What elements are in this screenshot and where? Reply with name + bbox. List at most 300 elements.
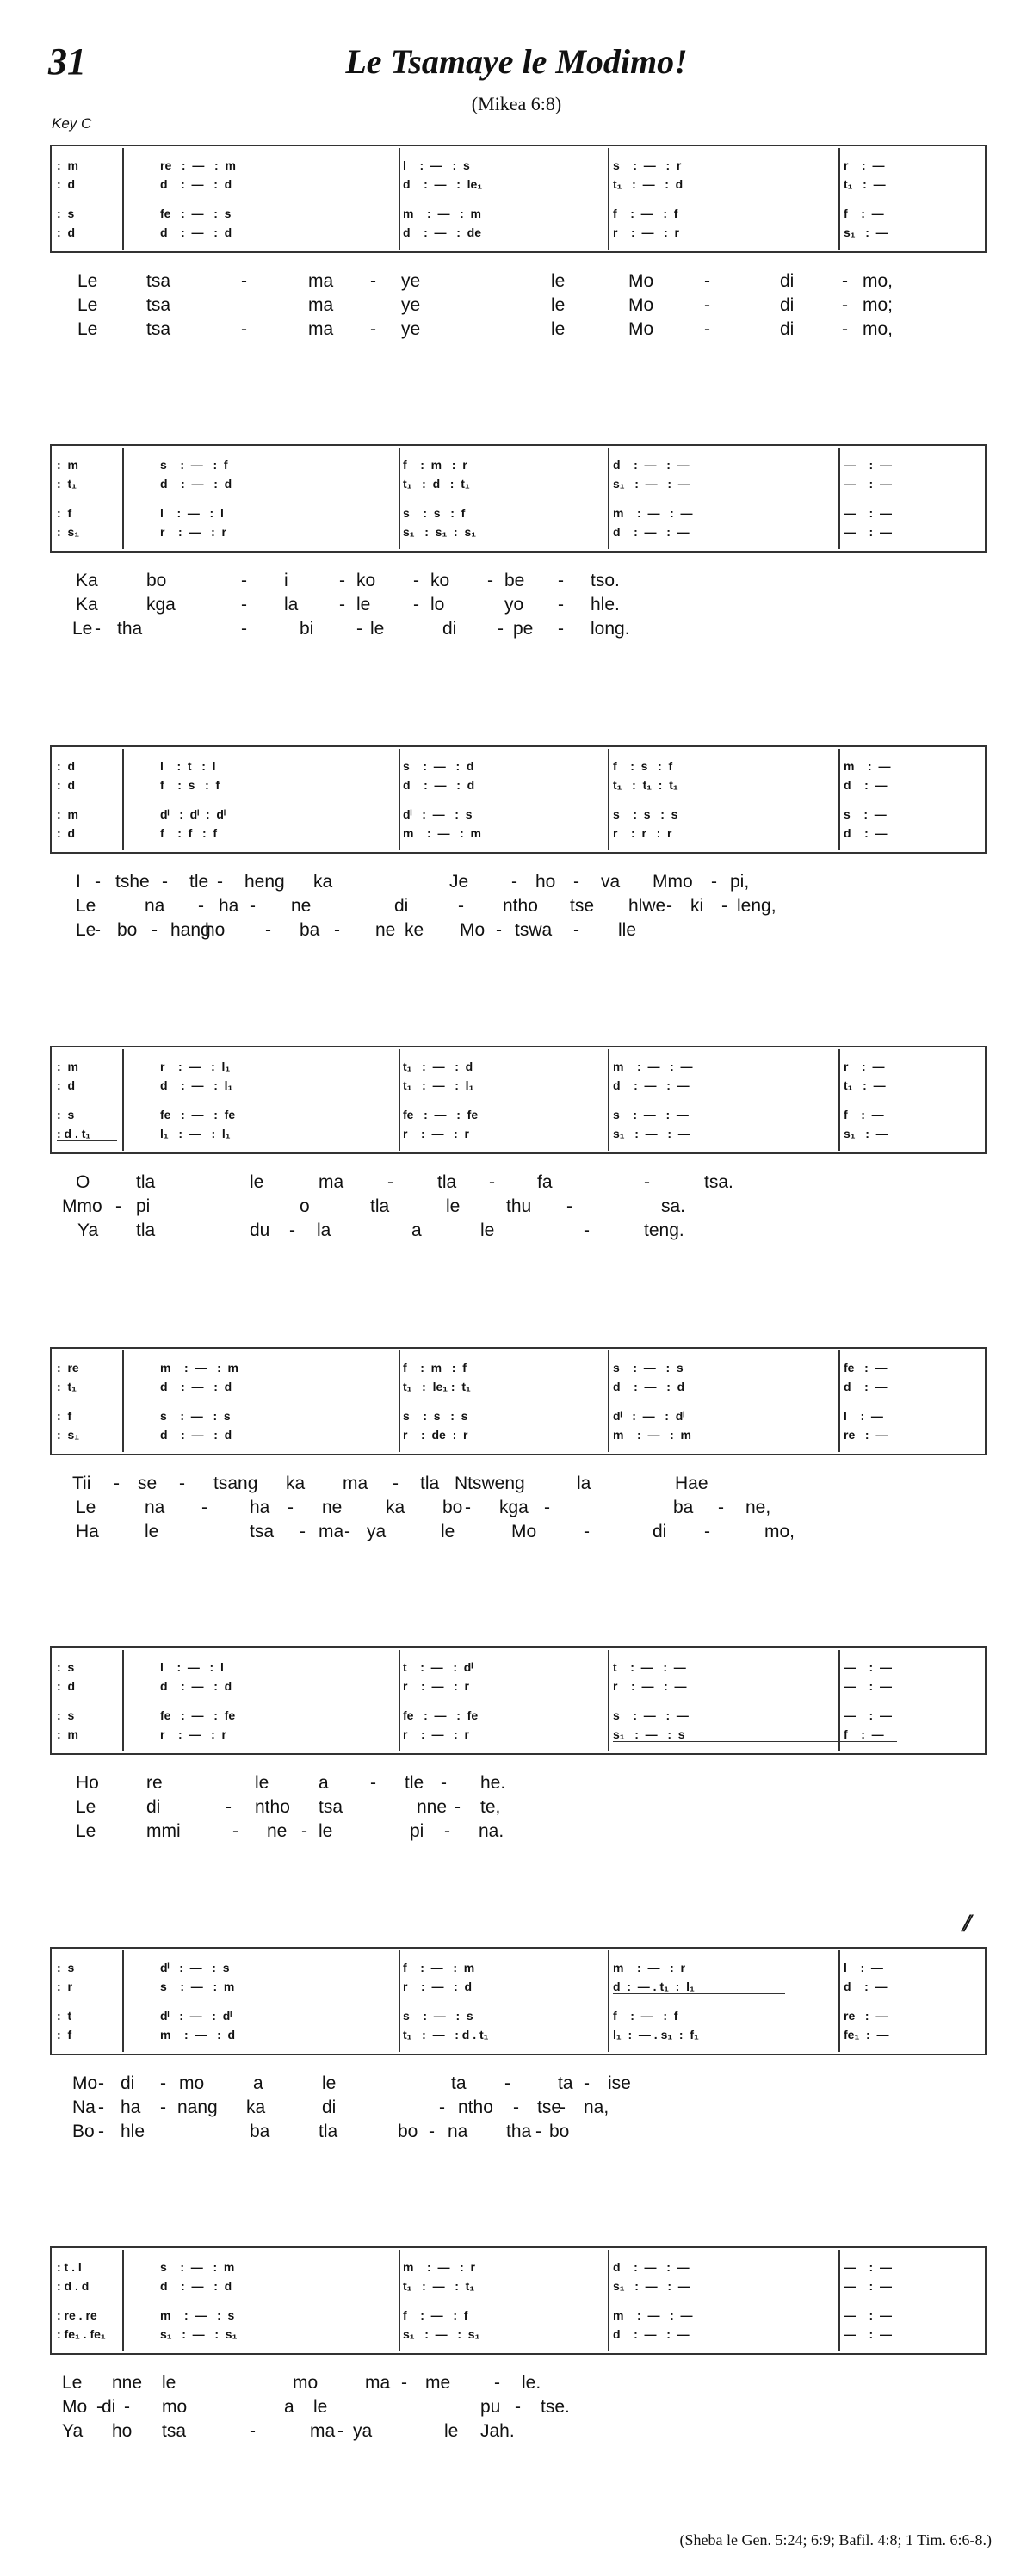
verse-1-line (50, 2072, 987, 2096)
lyric-syllable: - (721, 896, 727, 916)
lyric-syllable: - (439, 2097, 445, 2117)
lyric-syllable: di (121, 2073, 135, 2093)
tonic-solfa-staff (50, 1947, 987, 2055)
voice-part-row (52, 2307, 988, 2324)
lyric-syllable: ko (356, 571, 376, 590)
lyric-syllable: - (337, 2421, 343, 2441)
lyric-syllable: di (102, 2397, 116, 2417)
lyric-syllable: tla (136, 1220, 156, 1240)
voice-part-row (52, 825, 988, 842)
solfa-measure: l : — (844, 1961, 883, 1974)
lyric-syllable: ka (246, 2097, 266, 2117)
lyric-syllable: - (98, 2097, 104, 2117)
solfa-measure: t₁ : — : l₁ (403, 1078, 474, 1092)
solfa-measure: d : — : d (613, 1380, 685, 1393)
lyric-syllable: ke (405, 920, 424, 940)
solfa-measure: m : — : s (160, 2308, 235, 2322)
solfa-measure: t₁ : — (844, 177, 886, 191)
music-system (50, 1347, 987, 1554)
lyric-syllable: a (253, 2073, 263, 2093)
lyric-syllable: ta (451, 2073, 467, 2093)
solfa-measure: : s (57, 1708, 75, 1722)
lyric-syllable: - (339, 595, 345, 615)
lyric-syllable: - (162, 872, 168, 892)
verse-1-line (50, 569, 987, 593)
solfa-measure: dˡ : dˡ : dˡ (160, 807, 226, 821)
lyric-syllable: ya (353, 2421, 373, 2441)
hymn-bible-reference: (Mikea 6:8) (471, 93, 562, 114)
lyric-syllable: - (718, 1498, 724, 1517)
lyric-syllable: a (319, 1773, 329, 1793)
lyric-syllable: hle (121, 2122, 145, 2141)
lyric-syllable: bo (442, 1498, 463, 1517)
solfa-measure: s₁ : — (844, 225, 888, 239)
lyric-syllable: - (704, 295, 710, 315)
verse-3-line (50, 617, 987, 641)
voice-part-row (52, 1378, 988, 1395)
lyric-syllable: ye (401, 295, 421, 315)
lyric-syllable: - (226, 1797, 232, 1817)
lyric-syllable: ma (365, 2373, 391, 2393)
voice-part-row (52, 456, 988, 473)
solfa-measure: : r (57, 1980, 72, 1993)
solfa-measure: s : s : f (403, 506, 466, 520)
solfa-measure: d : — . t₁ : l₁ (613, 1980, 695, 1993)
voice-part-row (52, 224, 988, 241)
lyric-syllable: tshe (115, 872, 150, 892)
lyric-syllable: Ya (77, 1220, 99, 1240)
slur-line (57, 1140, 117, 1141)
lyric-syllable: tsa. (704, 1172, 733, 1192)
lyric-syllable: tse (570, 896, 595, 916)
solfa-measure: d : — : — (613, 525, 690, 539)
solfa-measure: f : — (844, 1727, 884, 1741)
lyric-syllable: - (179, 1473, 185, 1493)
lyric-syllable: mo, (764, 1522, 795, 1541)
lyric-syllable: - (356, 619, 362, 639)
lyric-syllable: - (241, 571, 247, 590)
solfa-measure: d : — : d (160, 2279, 232, 2293)
lyric-syllable: - (160, 2097, 166, 2117)
solfa-measure: d : — (844, 1980, 888, 1993)
voice-part-row (52, 1426, 988, 1443)
lyric-syllable: pi (136, 1196, 151, 1216)
lyric-syllable: - (98, 2073, 104, 2093)
lyric-syllable: be (504, 571, 525, 590)
solfa-measure: : m (57, 158, 78, 172)
lyric-syllable: na, (584, 2097, 609, 2117)
lyric-syllable: - (198, 896, 204, 916)
music-system (50, 1046, 987, 1252)
lyric-syllable: heng (244, 872, 285, 892)
lyric-syllable: di (322, 2097, 337, 2117)
solfa-measure: re : — : m (160, 158, 236, 172)
lyric-syllable: - (584, 1522, 590, 1541)
tonic-solfa-staff (50, 444, 987, 553)
lyric-syllable: le (446, 1196, 461, 1216)
lyric-syllable: pu (480, 2397, 501, 2417)
lyric-syllable: - (644, 1172, 650, 1192)
lyric-syllable: - (515, 2397, 521, 2417)
solfa-measure: : s₁ (57, 525, 80, 539)
solfa-measure: dˡ : — : s (403, 807, 473, 821)
voice-part-row (52, 1359, 988, 1376)
solfa-measure: : d . d (57, 2279, 90, 2293)
lyric-syllable: tha (117, 619, 143, 639)
solfa-measure: fe₁ : — (844, 2028, 889, 2042)
solfa-measure: s : — : — (613, 1708, 689, 1722)
verse-3-line (50, 318, 987, 342)
solfa-measure: r : — : r (403, 1727, 470, 1741)
solfa-measure: — : — (844, 2327, 892, 2341)
solfa-measure: : s (57, 207, 75, 220)
lyric-syllable: - (114, 1473, 120, 1493)
lyric-syllable: di (780, 295, 795, 315)
lyric-syllable: pi (410, 1821, 424, 1841)
solfa-measure: m : — : — (613, 1059, 693, 1073)
voice-part-row (52, 2258, 988, 2276)
solfa-measure: : fe₁ . fe₁ (57, 2327, 106, 2341)
solfa-measure: r : — : d (403, 1980, 473, 1993)
lyric-syllable: tso. (591, 571, 620, 590)
lyric-syllable: sa. (661, 1196, 686, 1216)
solfa-measure: — : — (844, 2279, 892, 2293)
lyric-syllable: Le (77, 295, 98, 315)
lyric-syllable: ma (319, 1522, 344, 1541)
solfa-measure: t₁ : — (844, 1078, 886, 1092)
lyric-syllable: le (255, 1773, 269, 1793)
lyric-syllable: - (429, 2122, 435, 2141)
solfa-measure: : t (57, 2009, 72, 2023)
verse-3-line (50, 1219, 987, 1243)
voice-part-row (52, 157, 988, 174)
lyric-syllable: - (504, 2073, 510, 2093)
lyric-syllable: Mo (628, 271, 654, 291)
lyric-syllable: O (76, 1172, 90, 1192)
solfa-measure: d : — : d (160, 477, 232, 491)
lyric-syllable: - (387, 1172, 393, 1192)
verse-3-line (50, 918, 987, 942)
lyric-syllable: - (95, 872, 101, 892)
solfa-measure: l₁ : — . s₁ : f₁ (613, 2028, 699, 2042)
lyric-syllable: na. (479, 1821, 504, 1841)
lyric-syllable: - (232, 1821, 238, 1841)
lyric-syllable: hlwe (628, 896, 666, 916)
lyric-syllable: - (334, 920, 340, 940)
lyric-syllable: Mo (511, 1522, 537, 1541)
solfa-measure: f : — : m (403, 1961, 475, 1974)
slur-line (613, 1993, 785, 1994)
solfa-measure: : m (57, 1059, 78, 1073)
verse-2-line (50, 2395, 987, 2419)
lyric-syllable: - (465, 1498, 471, 1517)
lyric-syllable: - (289, 1220, 295, 1240)
solfa-measure: r : — : — (613, 1679, 687, 1693)
lyric-syllable: - (560, 2097, 566, 2117)
lyric-syllable: du (250, 1220, 270, 1240)
solfa-measure: m : — : m (613, 1428, 692, 1442)
solfa-measure: fe : — (844, 1361, 888, 1374)
lyric-syllable: - (96, 2397, 102, 2417)
lyric-syllable: tsa (162, 2421, 187, 2441)
solfa-measure: l : — : s (403, 158, 470, 172)
lyric-syllable: - (711, 872, 717, 892)
solfa-measure: — : — (844, 1660, 892, 1674)
lyric-syllable: le (551, 295, 566, 315)
solfa-measure: : m (57, 1727, 78, 1741)
verse-1-line (50, 1472, 987, 1496)
solfa-measure: : d (57, 1078, 75, 1092)
solfa-measure: r : de : r (403, 1428, 468, 1442)
solfa-measure: dˡ : — : s (160, 1961, 230, 1974)
solfa-measure: m : — : — (613, 2308, 693, 2322)
solfa-measure: d : — : — (613, 458, 690, 472)
lyric-syllable: - (370, 271, 376, 291)
lyric-syllable: - (241, 619, 247, 639)
lyric-syllable: - (370, 1773, 376, 1793)
lyric-syllable: la (317, 1220, 331, 1240)
lyric-syllable: ma (319, 1172, 344, 1192)
voice-part-row (52, 1407, 988, 1424)
solfa-measure: d : — : d (160, 225, 232, 239)
voice-part-row (52, 1677, 988, 1695)
lyric-syllable: - (573, 872, 579, 892)
lyric-syllable: - (666, 896, 672, 916)
lyric-syllable: Tii (72, 1473, 91, 1493)
solfa-measure: m : — : m (403, 207, 482, 220)
solfa-measure: — : — (844, 1679, 892, 1693)
solfa-measure: t₁ : — : d (613, 177, 684, 191)
solfa-measure: f : f : f (160, 826, 218, 840)
lyric-syllable: Le (77, 319, 98, 339)
lyric-syllable: - (573, 920, 579, 940)
music-system (50, 1646, 987, 1853)
solfa-measure: s : s : s (613, 807, 678, 821)
solfa-measure: fe : — : s (160, 207, 232, 220)
solfa-measure: : re (57, 1361, 79, 1374)
solfa-measure: : t₁ (57, 477, 77, 491)
solfa-measure: d : — : d (160, 1428, 232, 1442)
lyric-syllable: di (780, 271, 795, 291)
verse-1-line (50, 2371, 987, 2395)
lyric-syllable: Le (62, 2373, 83, 2393)
lyric-syllable: - (413, 571, 419, 590)
lyric-syllable: tla (437, 1172, 457, 1192)
lyric-syllable: te, (480, 1797, 501, 1817)
lyric-syllable: - (115, 1196, 121, 1216)
lyric-syllable: ma (310, 2421, 336, 2441)
solfa-measure: — : — (844, 506, 892, 520)
lyric-syllable: Ho (76, 1773, 99, 1793)
solfa-measure: : s₁ (57, 1428, 80, 1442)
solfa-measure: — : — (844, 477, 892, 491)
solfa-measure: d : — : d (160, 177, 232, 191)
verse-3-line (50, 2419, 987, 2443)
solfa-measure: : f (57, 1409, 72, 1423)
lyric-syllable: tha (506, 2122, 532, 2141)
lyric-syllable: le (551, 271, 566, 291)
lyric-syllable: Le (77, 271, 98, 291)
lyric-syllable: Le (76, 1498, 96, 1517)
lyric-syllable: Mo (628, 295, 654, 315)
lyric-syllable: - (241, 319, 247, 339)
lyric-syllable: nne (417, 1797, 448, 1817)
solfa-measure: s₁ : s₁ : s₁ (403, 525, 477, 539)
tonic-solfa-staff (50, 2246, 987, 2355)
solfa-measure: : d . t₁ (57, 1127, 91, 1140)
solfa-measure: : m (57, 807, 78, 821)
lyric-syllable: di (653, 1522, 667, 1541)
solfa-measure: r : — : r (613, 225, 680, 239)
solfa-measure: d : — (844, 826, 888, 840)
solfa-measure: s : — : s (160, 1409, 231, 1423)
lyric-syllable: tle (189, 872, 209, 892)
lyric-syllable: Je (449, 872, 469, 892)
lyric-syllable: re (146, 1773, 163, 1793)
lyric-syllable: - (458, 896, 464, 916)
lyric-syllable: - (487, 571, 493, 590)
lyric-syllable: Le (76, 920, 96, 940)
solfa-measure: f : — : f (613, 207, 678, 220)
lyric-syllable: ka (386, 1498, 405, 1517)
lyric-syllable: ne (322, 1498, 343, 1517)
voice-part-row (52, 205, 988, 222)
lyric-syllable: ya (367, 1522, 387, 1541)
lyric-syllable: - (558, 571, 564, 590)
lyric-syllable: mmi (146, 1821, 181, 1841)
solfa-measure: s : — : m (160, 2260, 235, 2274)
solfa-measure: re : — (844, 1428, 888, 1442)
solfa-measure: — : — (844, 2308, 892, 2322)
voice-part-row (52, 1978, 988, 1995)
solfa-measure: s : — : f (160, 458, 228, 472)
lyric-syllable: ise (608, 2073, 631, 2093)
solfa-measure: t₁ : — : d . t₁ (403, 2028, 489, 2042)
lyric-syllable: na (448, 2122, 468, 2141)
solfa-measure: r : r : r (613, 826, 672, 840)
verse-1-line (50, 870, 987, 894)
lyric-syllable: fa (537, 1172, 553, 1192)
solfa-measure: m : — : m (160, 1361, 239, 1374)
lyric-syllable: ba (300, 920, 320, 940)
solfa-measure: : d (57, 778, 75, 792)
lyric-syllable: le (322, 2073, 337, 2093)
lyric-syllable: tsa (319, 1797, 343, 1817)
solfa-measure: r : — : r (160, 1727, 227, 1741)
solfa-measure: : s (57, 1961, 75, 1974)
solfa-measure: t₁ : t₁ : t₁ (613, 778, 678, 792)
tonic-solfa-staff (50, 145, 987, 253)
solfa-measure: f : m : f (403, 1361, 467, 1374)
solfa-measure: d : — (844, 778, 888, 792)
voice-part-row (52, 2007, 988, 2024)
solfa-measure: d : — : — (613, 2327, 690, 2341)
solfa-measure: : t . l (57, 2260, 82, 2274)
lyric-syllable: di (146, 1797, 161, 1817)
lyric-syllable: ma (308, 295, 334, 315)
lyric-syllable: ba (250, 2122, 270, 2141)
verse-1-line (50, 269, 987, 293)
lyric-syllable: - (152, 920, 158, 940)
voice-part-row (52, 1077, 988, 1094)
lyric-syllable: se (138, 1473, 158, 1493)
lyric-syllable: i (284, 571, 288, 590)
solfa-measure: t₁ : — : d (403, 1059, 473, 1073)
solfa-measure: m : — : r (613, 1961, 686, 1974)
lyric-syllable: - (566, 1196, 572, 1216)
lyric-syllable: - (265, 920, 271, 940)
lyric-syllable: pe (513, 619, 534, 639)
hymn-number: 31 (48, 40, 86, 83)
solfa-measure: s : — : m (160, 1980, 235, 1993)
lyric-syllable: - (300, 1522, 306, 1541)
solfa-measure: : s (57, 1660, 75, 1674)
tonic-solfa-staff (50, 1046, 987, 1154)
solfa-measure: s₁ : — : s₁ (403, 2327, 480, 2341)
lyric-syllable: Mo (460, 920, 486, 940)
lyric-syllable: Hae (675, 1473, 708, 1493)
lyric-syllable: me (425, 2373, 451, 2393)
lyric-syllable: - (441, 1773, 447, 1793)
lyric-syllable: - (413, 595, 419, 615)
lyric-syllable: ma (343, 1473, 368, 1493)
solfa-measure: f : m : r (403, 458, 467, 472)
lyric-syllable: tse (537, 2097, 562, 2117)
lyric-syllable: hang (170, 920, 211, 940)
lyric-syllable: - (217, 872, 223, 892)
lyric-syllable: - (160, 2073, 166, 2093)
voice-part-row (52, 1726, 988, 1743)
lyric-syllable: mo (293, 2373, 319, 2393)
lyric-syllable: - (584, 2073, 590, 2093)
solfa-measure: f : — (844, 1108, 884, 1121)
voice-part-row (52, 1125, 988, 1142)
lyric-syllable: tsa (146, 271, 171, 291)
voice-part-row (52, 776, 988, 794)
solfa-measure: t₁ : — : t₁ (403, 2279, 475, 2293)
solfa-measure: dˡ : — : dˡ (613, 1409, 685, 1423)
lyric-syllable: - (489, 1172, 495, 1192)
solfa-measure: : d (57, 1679, 75, 1693)
music-system (50, 745, 987, 952)
verse-3-line (50, 1819, 987, 1844)
solfa-measure: l : — (844, 1409, 883, 1423)
lyric-syllable: yo (504, 595, 524, 615)
verse-2-line (50, 2096, 987, 2120)
music-system (50, 2246, 987, 2453)
verse-2-line (50, 1195, 987, 1219)
lyric-syllable: a (284, 2397, 294, 2417)
lyric-syllable: Mo (628, 319, 654, 339)
solfa-measure: : d (57, 759, 75, 773)
solfa-measure: m : — (844, 759, 891, 773)
solfa-measure: — : — (844, 2260, 892, 2274)
lyric-syllable: tsa (250, 1522, 275, 1541)
lyric-syllable: ka (313, 872, 333, 892)
lyric-syllable: mo, (863, 271, 894, 291)
lyric-syllable: di (394, 896, 409, 916)
lyric-syllable: le (480, 1220, 495, 1240)
lyric-syllable: - (842, 295, 848, 315)
solfa-measure: d : — : d (403, 778, 475, 792)
solfa-measure: r : — : r (160, 525, 227, 539)
solfa-measure: : re . re (57, 2308, 97, 2322)
tonic-solfa-staff (50, 1347, 987, 1455)
verse-1-line (50, 1171, 987, 1195)
solfa-measure: : t₁ (57, 1380, 77, 1393)
lyric-syllable: le. (522, 2373, 541, 2393)
solfa-measure: fe : — : fe (160, 1708, 236, 1722)
